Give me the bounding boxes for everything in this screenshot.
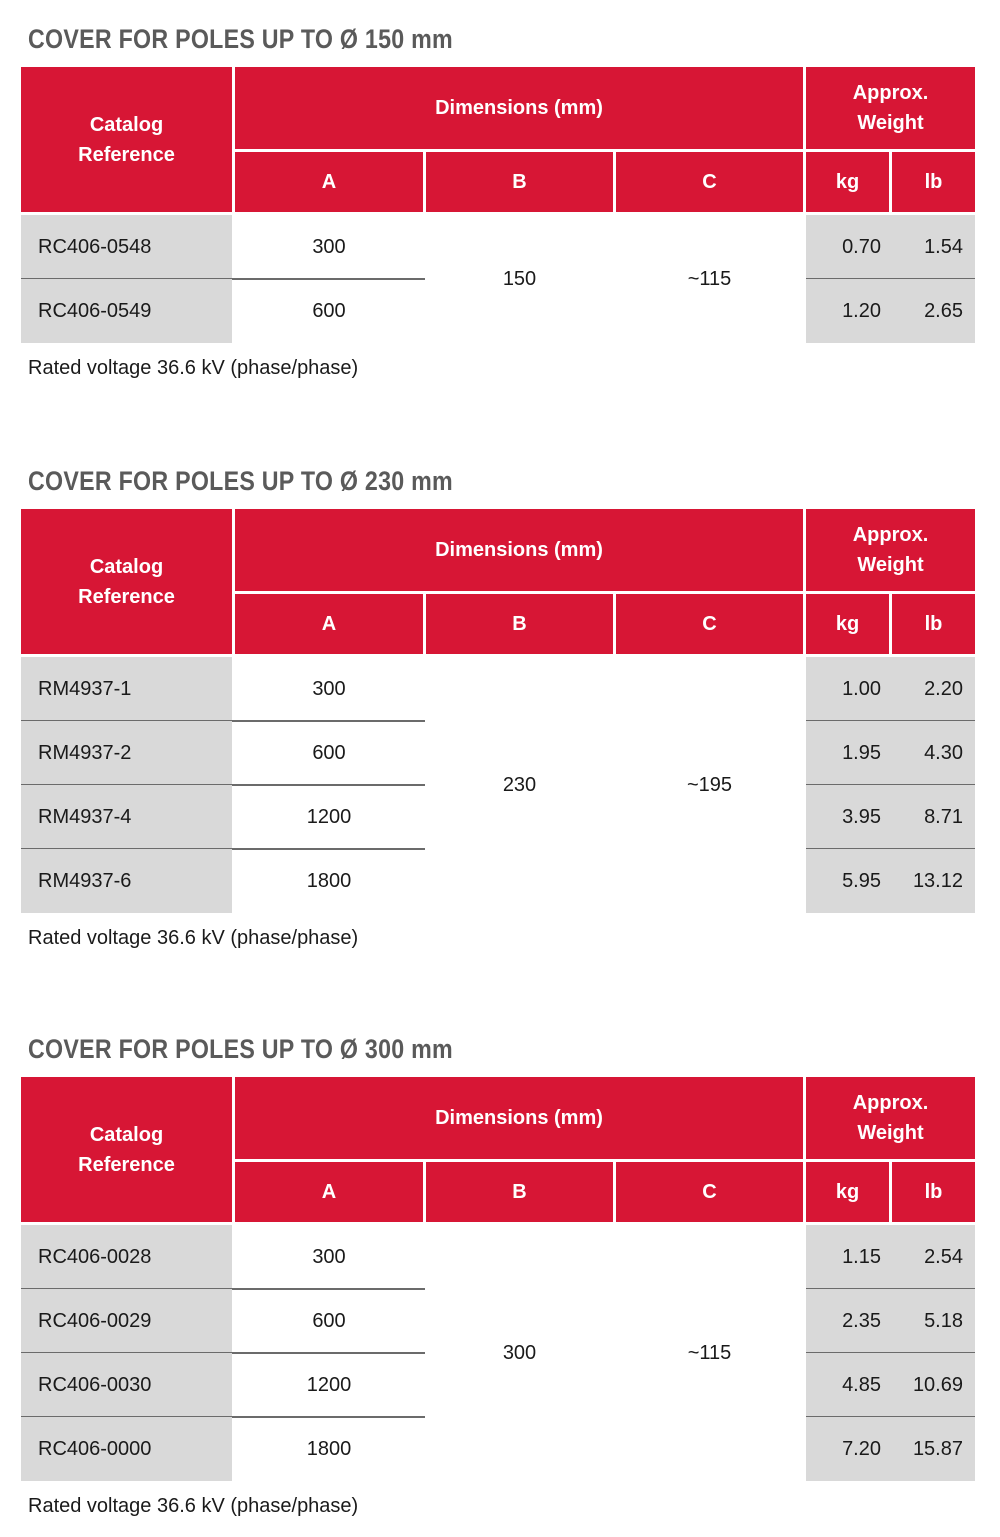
row-weight-kg: 1.95 <box>842 741 881 764</box>
row-catalog-reference: RM4937-1 <box>21 657 232 721</box>
header-col-c: C <box>616 1162 803 1222</box>
header-approx-weight: Approx. Weight <box>806 1077 975 1159</box>
header-dimensions: Dimensions (mm) <box>235 509 803 591</box>
row-weight-kg: 4.85 <box>842 1373 881 1396</box>
header-col-b: B <box>426 594 613 654</box>
row-dimension-a: 300 <box>312 677 346 700</box>
header-col-kg: kg <box>806 594 889 654</box>
row-weight-lb: 2.20 <box>924 677 963 700</box>
row-weight-kg: 3.95 <box>842 805 881 828</box>
row-dimension-a: 1800 <box>306 869 352 892</box>
header-dimensions: Dimensions (mm) <box>235 1077 803 1159</box>
header-catalog-reference: Catalog Reference <box>21 509 232 654</box>
row-catalog-reference: RC406-0548 <box>21 215 232 279</box>
row-catalog-reference: RC406-0000 <box>21 1417 232 1481</box>
header-col-b: B <box>426 1162 613 1222</box>
header-dimensions: Dimensions (mm) <box>235 67 803 149</box>
merged-dimension-c: ~115 <box>687 267 732 290</box>
row-weight-lb: 5.18 <box>924 1309 963 1332</box>
row-weight-kg: 5.95 <box>842 869 881 892</box>
row-weight-lb: 13.12 <box>912 869 963 892</box>
header-col-a: A <box>235 1162 423 1222</box>
row-weight-kg: 1.20 <box>842 299 881 322</box>
row-catalog-reference: RC406-0028 <box>21 1225 232 1289</box>
row-dimension-a: 600 <box>312 1309 346 1332</box>
header-col-a: A <box>235 594 423 654</box>
row-weight-kg: 7.20 <box>842 1437 881 1460</box>
row-dimension-a: 1200 <box>306 1373 352 1396</box>
row-dimension-a: 1800 <box>306 1437 352 1460</box>
row-weight-lb: 15.87 <box>912 1437 963 1460</box>
row-catalog-reference: RM4937-2 <box>21 721 232 785</box>
row-weight-lb: 8.71 <box>924 805 963 828</box>
merged-dimension-b: 300 <box>502 1341 537 1364</box>
row-dimension-a: 600 <box>312 299 346 322</box>
row-dimension-a: 1200 <box>306 805 352 828</box>
row-weight-lb: 4.30 <box>924 741 963 764</box>
rated-voltage-note: Rated voltage 36.6 kV (phase/phase) <box>28 357 359 379</box>
row-weight-lb: 2.54 <box>924 1245 963 1268</box>
row-dimension-a: 300 <box>312 235 346 258</box>
header-col-kg: kg <box>806 152 889 212</box>
merged-dimension-b: 150 <box>502 267 537 290</box>
section-title: COVER FOR POLES UP TO Ø 150 mm <box>28 24 453 54</box>
merged-dimension-c: ~115 <box>687 1341 732 1364</box>
rated-voltage-note: Rated voltage 36.6 kV (phase/phase) <box>28 1495 359 1517</box>
header-col-b: B <box>426 152 613 212</box>
row-catalog-reference: RM4937-6 <box>21 849 232 913</box>
merged-dimension-c: ~195 <box>686 773 733 796</box>
row-weight-kg: 2.35 <box>842 1309 881 1332</box>
row-catalog-reference: RC406-0030 <box>21 1353 232 1417</box>
header-approx-weight: Approx. Weight <box>806 509 975 591</box>
row-catalog-reference: RC406-0029 <box>21 1289 232 1353</box>
header-col-c: C <box>616 594 803 654</box>
row-weight-kg: 1.15 <box>842 1245 881 1268</box>
header-col-c: C <box>616 152 803 212</box>
header-col-lb: lb <box>892 594 975 654</box>
row-weight-lb: 2.65 <box>924 299 963 322</box>
row-weight-kg: 0.70 <box>842 235 881 258</box>
merged-dimension-b: 230 <box>502 773 537 796</box>
section-title: COVER FOR POLES UP TO Ø 300 mm <box>28 1034 453 1064</box>
header-col-a: A <box>235 152 423 212</box>
row-catalog-reference: RC406-0549 <box>21 279 232 343</box>
row-weight-lb: 10.69 <box>912 1373 963 1396</box>
header-catalog-reference: Catalog Reference <box>21 67 232 212</box>
row-weight-lb: 1.54 <box>924 235 963 258</box>
header-col-lb: lb <box>892 1162 975 1222</box>
header-catalog-reference: Catalog Reference <box>21 1077 232 1222</box>
header-col-kg: kg <box>806 1162 889 1222</box>
header-col-lb: lb <box>892 152 975 212</box>
row-dimension-a: 300 <box>312 1245 346 1268</box>
section-title: COVER FOR POLES UP TO Ø 230 mm <box>28 466 453 496</box>
row-weight-kg: 1.00 <box>842 677 881 700</box>
row-catalog-reference: RM4937-4 <box>21 785 232 849</box>
header-approx-weight: Approx. Weight <box>806 67 975 149</box>
row-dimension-a: 600 <box>312 741 346 764</box>
rated-voltage-note: Rated voltage 36.6 kV (phase/phase) <box>28 927 359 949</box>
